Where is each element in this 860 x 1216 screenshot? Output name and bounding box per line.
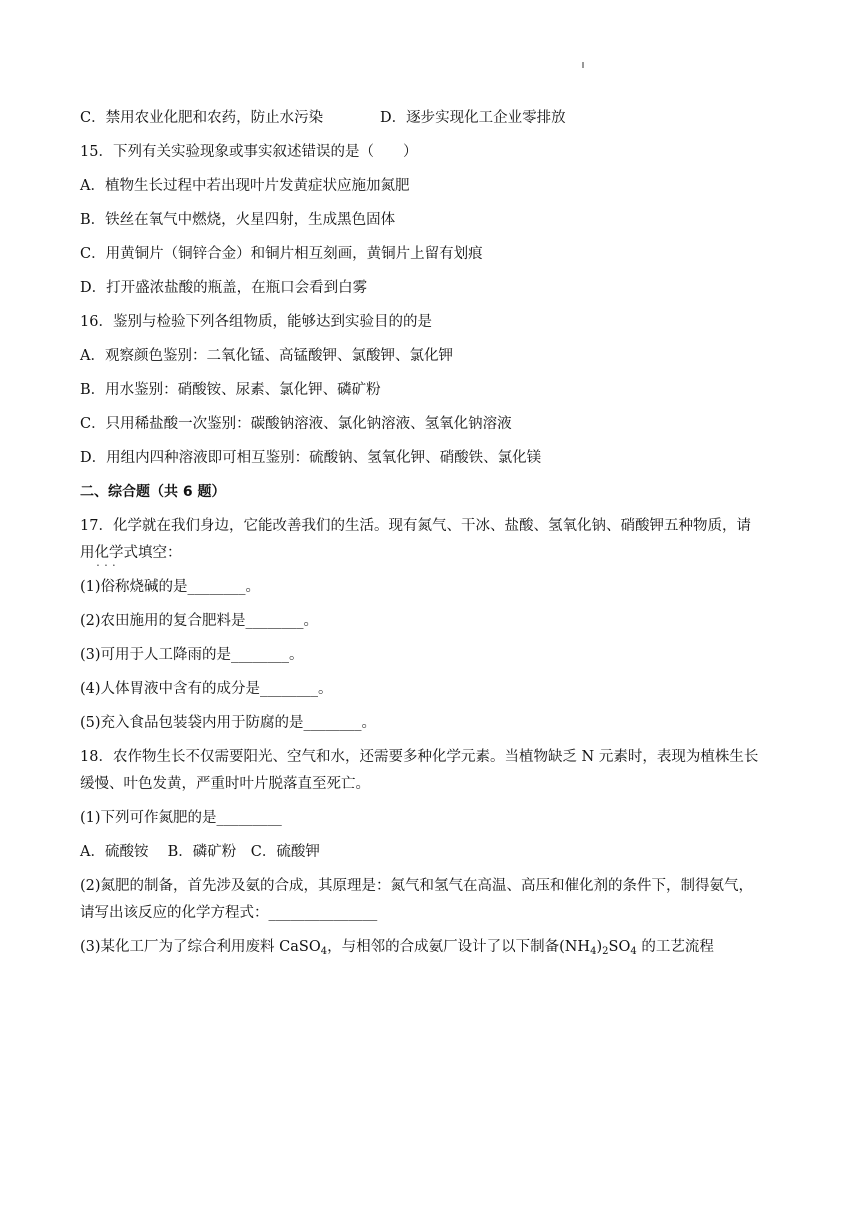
q15-option-b: B．铁丝在氧气中燃烧，火星四射，生成黑色固体 [80, 212, 396, 228]
page-mark [582, 62, 584, 68]
q17-stem-line2 [80, 543, 780, 563]
q15-stem: 15．下列有关实验现象或事实叙述错误的是（ ） [80, 144, 418, 160]
q18-sub-1: 4 [320, 946, 328, 957]
q15-option-a: A．植物生长过程中若出现叶片发黄症状应施加氮肥 [80, 178, 410, 194]
q15-option-d: D．打开盛浓盐酸的瓶盖，在瓶口会看到白雾 [80, 280, 368, 296]
q17-emphasis: 化学式 • • • [95, 543, 139, 563]
q18-sub-2: 4 [590, 946, 597, 957]
q17-item-4: (4)人体胃液中含有的成分是________。 [80, 681, 333, 697]
q18-item-3-text-e: 的工艺流程 [636, 939, 714, 955]
q18-stem-line1: 18．农作物生长不仅需要阳光、空气和水，还需要多种化学元素。当植物缺乏 N 元素时，表现为植株生长 [80, 749, 759, 765]
q18-sub-3: 2 [602, 946, 609, 957]
q16-option-d: D．用组内四种溶液即可相互鉴别：硫酸钠、氢氧化钾、硝酸铁、氯化镁 [80, 450, 542, 466]
q17-item-3: (3)可用于人工降雨的是________。 [80, 647, 304, 663]
q17-text-tail: 填空： [138, 545, 182, 561]
q16-stem: 16．鉴别与检验下列各组物质，能够达到实验目的的是 [80, 314, 432, 330]
q18-item-3 [80, 937, 780, 957]
q18-sub-4: 4 [630, 946, 637, 957]
q17-item-1: (1)俗称烧碱的是________。 [80, 579, 261, 595]
q18-stem-line2: 缓慢、叶色发黄，严重时叶片脱落直至死亡。 [80, 776, 370, 792]
q17-text: 用 [80, 545, 95, 561]
q14-option-d: D．逐步实现化工企业零排放 [380, 110, 566, 126]
q14-options-cd [80, 108, 780, 128]
q14-option-c: C．禁用农业化肥和农药，防止水污染 [80, 110, 324, 126]
q18-item-2-line2: 请写出该反应的化学方程式：_______________ [80, 905, 378, 921]
q16-option-b: B．用水鉴别：硝酸铵、尿素、氯化钾、磷矿粉 [80, 382, 381, 398]
q17-item-2: (2)农田施用的复合肥料是________。 [80, 613, 319, 629]
document-content [80, 108, 780, 971]
section-heading: 二、综合题（共 6 题） [80, 484, 226, 500]
q18-item-3-text-a: (3)某化工厂为了综合利用废料 CaSO [80, 939, 321, 955]
q18-item-2-line1: (2)氮肥的制备，首先涉及氨的合成，其原理是：氮气和氢气在高温、高压和催化剂的条件下，制得氨气， [80, 878, 754, 894]
q18-item-1-options: A．硫酸铵 B．磷矿粉 C．硫酸钾 [80, 844, 320, 860]
q17-stem-line1: 17．化学就在我们身边，它能改善我们的生活。现有氮气、干冰、盐酸、氢氧化钠、硝酸钾五种物质，请 [80, 518, 751, 534]
q18-item-1: (1)下列可作氮肥的是_________ [80, 810, 282, 826]
q18-item-3-text-b: ，与相邻的合成氨厂设计了以下制备(NH [327, 939, 591, 955]
q18-item-3-text-c: ) [596, 939, 603, 955]
q18-item-3-text-d: SO [608, 939, 631, 955]
q17-item-5: (5)充入食品包装袋内用于防腐的是________。 [80, 715, 377, 731]
q16-option-c: C．只用稀盐酸一次鉴别：碳酸钠溶液、氯化钠溶液、氢氧化钠溶液 [80, 416, 512, 432]
q16-option-a: A．观察颜色鉴别：二氧化锰、高锰酸钾、氯酸钾、氯化钾 [80, 348, 453, 364]
q15-option-c: C．用黄铜片（铜锌合金）和铜片相互刻画，黄铜片上留有划痕 [80, 246, 483, 262]
